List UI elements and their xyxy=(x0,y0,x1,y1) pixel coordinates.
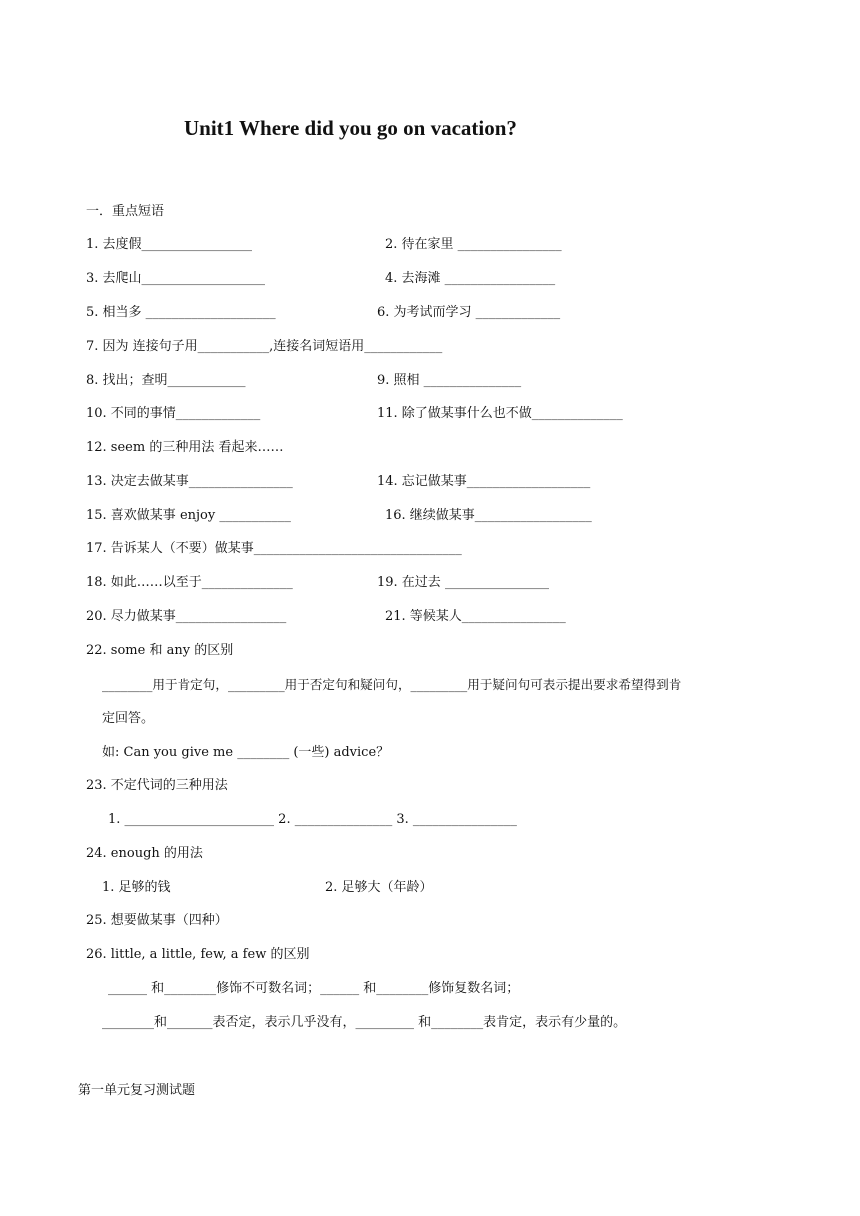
phrase-item-19: 19. 在过去 ________________ xyxy=(377,575,549,590)
section-heading: 一．重点短语 xyxy=(86,204,165,219)
phrase-item-10: 10. 不同的事情_____________ xyxy=(86,406,261,421)
phrase-item-12: 12. seem 的三种用法 看起来…… xyxy=(86,440,284,455)
phrase-item-18: 18. 如此……以至于______________ xyxy=(86,575,293,590)
phrase-item-1: 1. 去度假_________________ xyxy=(86,237,253,252)
phrase-item-24: 24. enough 的用法 xyxy=(86,846,203,861)
phrase-item-5: 5. 相当多 ____________________ xyxy=(86,305,276,320)
phrase-item-4: 4. 去海滩 _________________ xyxy=(385,271,556,286)
phrase-item-7: 7. 因为 连接句子用___________,连接名词短语用____________ xyxy=(86,339,443,354)
phrase-item-26: 26. little, a little, few, a few 的区别 xyxy=(86,947,310,962)
phrase-item-26-line-a: ______ 和________修饰不可数名词；______ 和________修饰复数名词； xyxy=(108,981,520,996)
phrase-item-22-example: 如: Can you give me ________ (一些) advice？ xyxy=(102,745,390,760)
phrase-item-3: 3. 去爬山___________________ xyxy=(86,271,266,286)
phrase-item-24-sub-1: 1. 足够的钱 xyxy=(102,880,171,895)
phrase-item-8: 8. 找出；查明____________ xyxy=(86,373,246,388)
phrase-item-23: 23. 不定代词的三种用法 xyxy=(86,778,228,793)
phrase-item-2: 2. 待在家里 ________________ xyxy=(385,237,562,252)
phrase-item-24-sub-2: 2. 足够大（年龄） xyxy=(325,880,433,895)
phrase-item-22: 22. some 和 any 的区别 xyxy=(86,643,234,658)
phrase-item-9: 9. 照相 _______________ xyxy=(377,373,522,388)
phrase-item-20: 20. 尽力做某事_________________ xyxy=(86,609,287,624)
page-title: Unit1 Where did you go on vacation? xyxy=(184,116,517,140)
phrase-item-15: 15. 喜欢做某事 enjoy ___________ xyxy=(86,508,291,523)
phrase-item-14: 14. 忘记做某事___________________ xyxy=(377,474,591,489)
phrase-item-26-line-b: ________和_______表否定，表示几乎没有，_________ 和________表肯定，表示有少量的。 xyxy=(102,1015,627,1030)
phrase-item-17: 17. 告诉某人（不要）做某事________________________________ xyxy=(86,541,462,556)
phrase-item-21: 21. 等候某人________________ xyxy=(385,609,566,624)
phrase-item-23-blanks: 1. _______________________ 2. _______________ 3. ________________ xyxy=(108,812,517,827)
phrase-item-25: 25. 想要做某事（四种） xyxy=(86,913,228,928)
footer-heading: 第一单元复习测试题 xyxy=(78,1083,196,1098)
phrase-item-13: 13. 决定去做某事________________ xyxy=(86,474,293,489)
phrase-item-6: 6. 为考试而学习 _____________ xyxy=(377,305,561,320)
phrase-item-22-line-a: ________用于肯定句，_________用于否定句和疑问句，_________用于疑问句可表示提出要求希望得到肯 xyxy=(102,677,682,692)
phrase-item-11: 11. 除了做某事什么也不做______________ xyxy=(377,406,623,421)
phrase-item-22-line-b: 定回答。 xyxy=(102,711,155,726)
phrase-item-16: 16. 继续做某事__________________ xyxy=(385,508,592,523)
